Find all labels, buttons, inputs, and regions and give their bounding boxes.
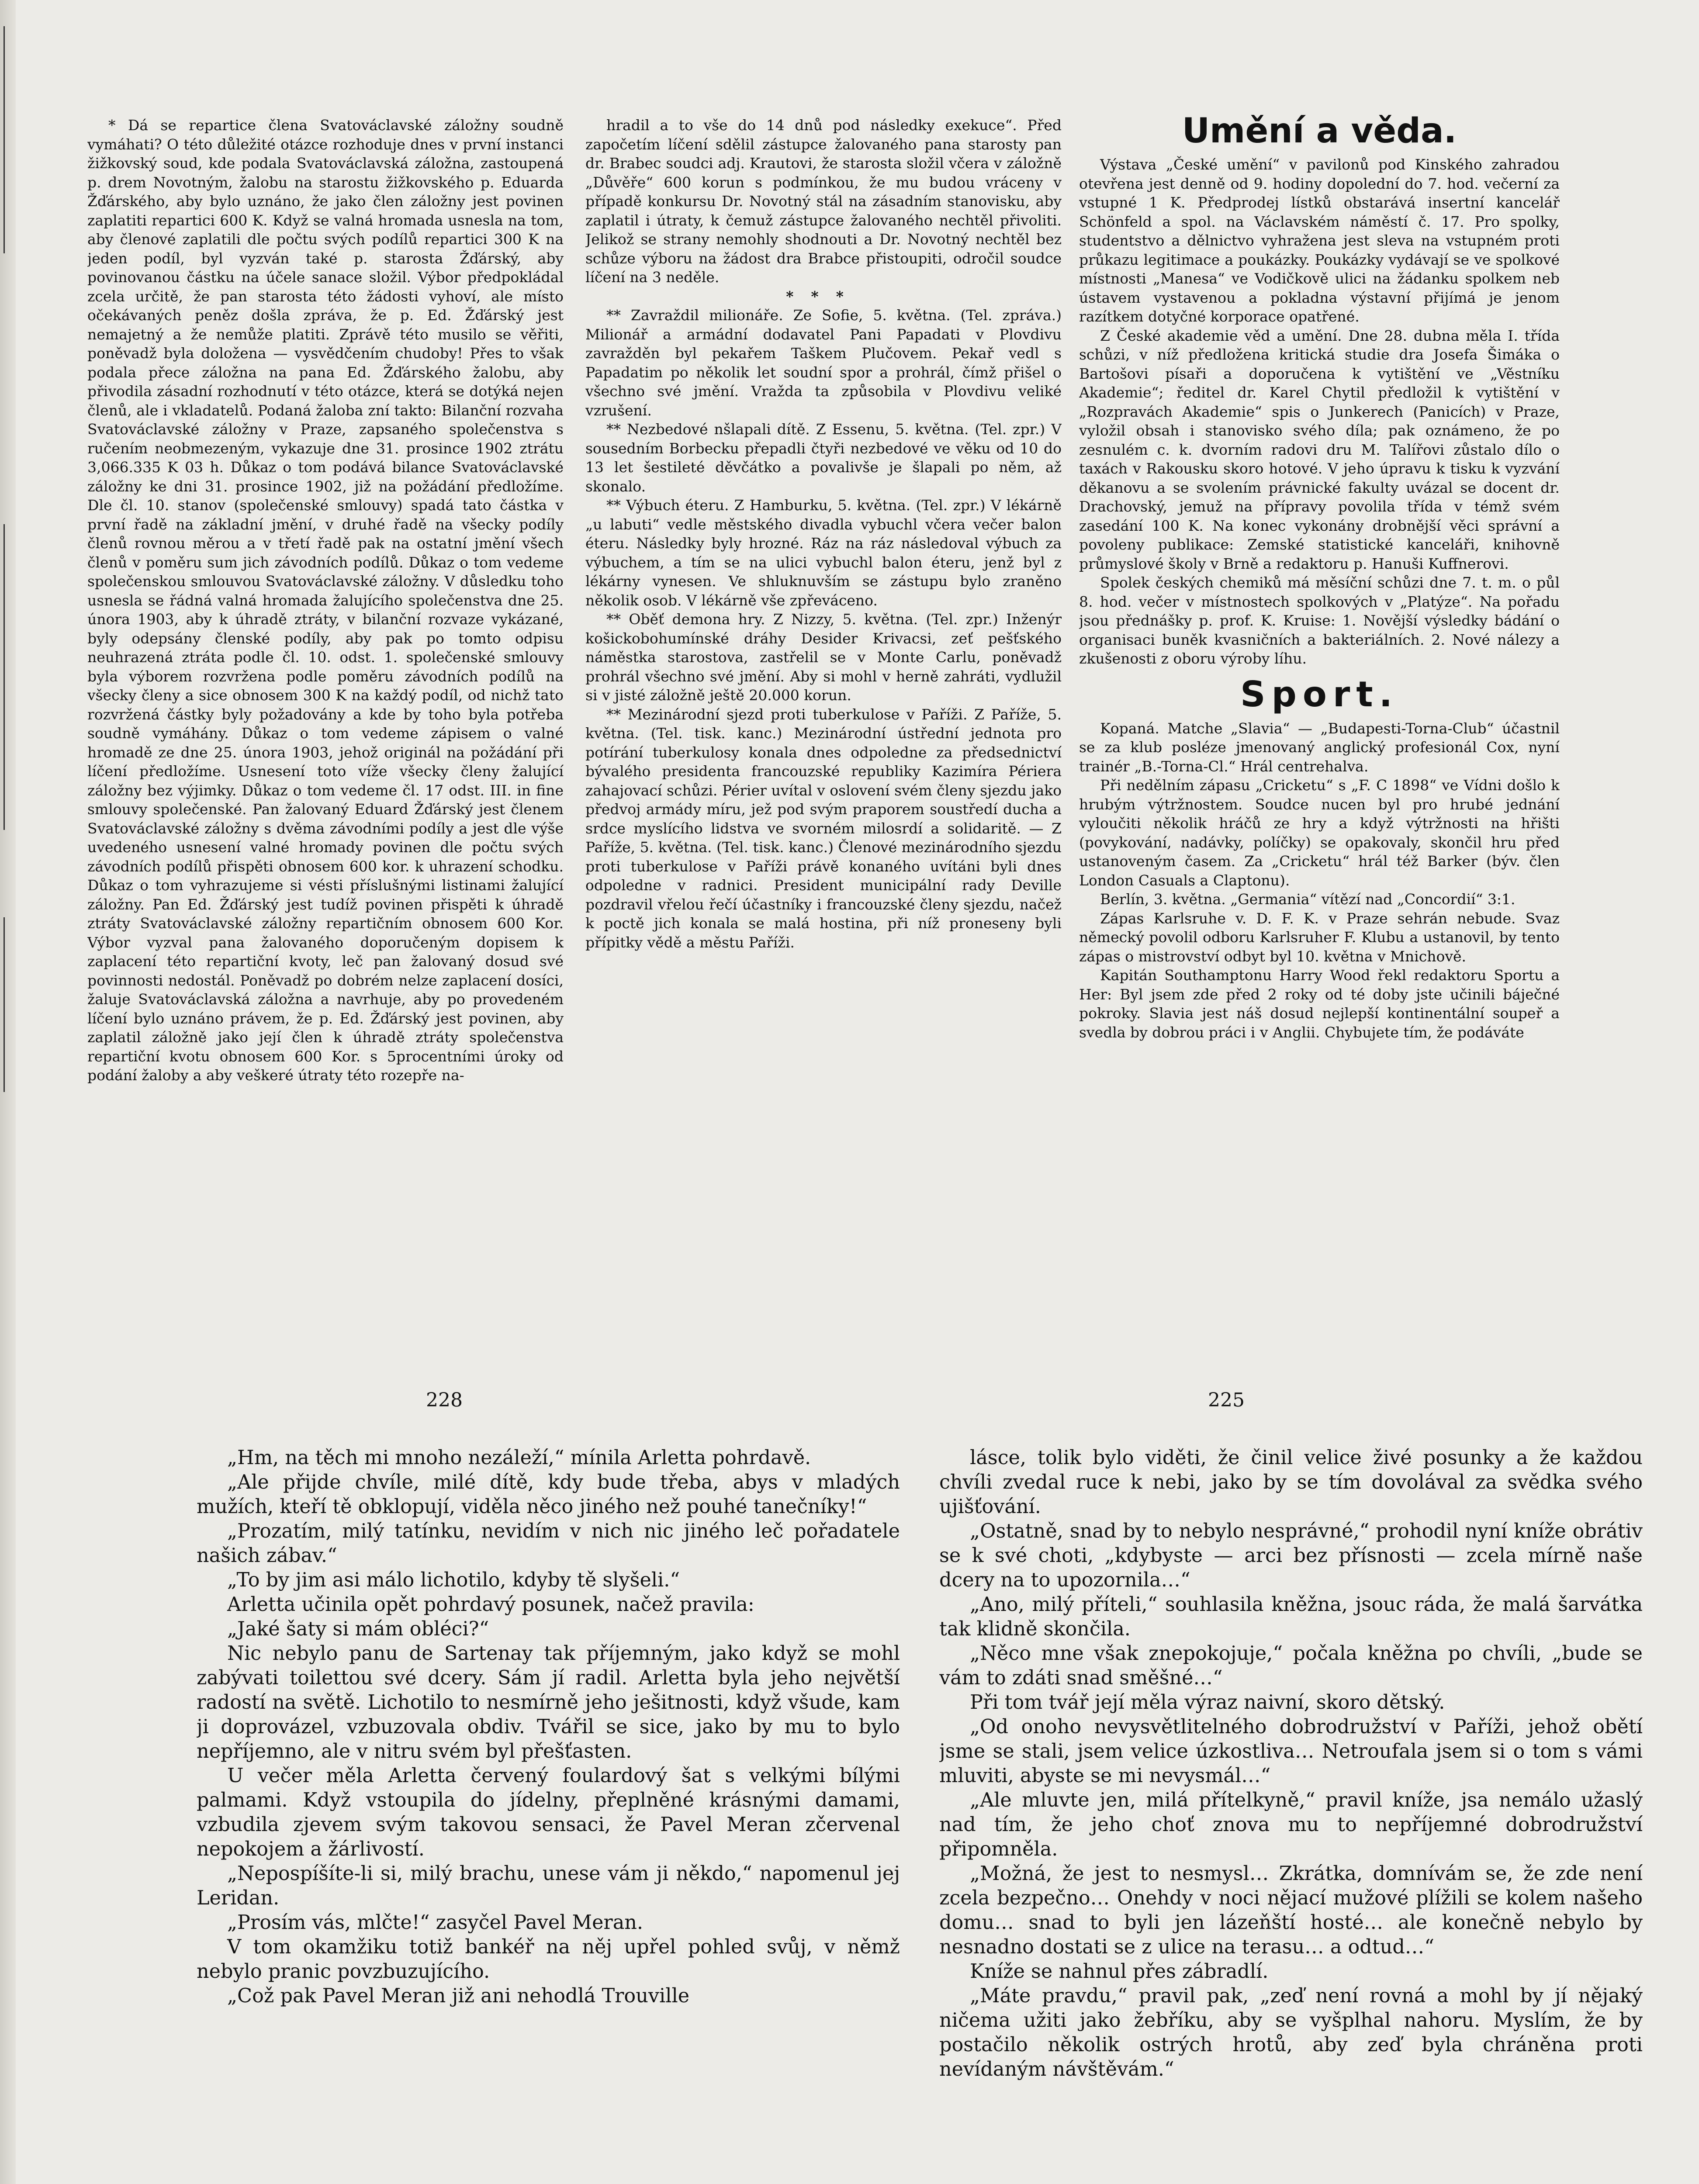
left-margin-rule-top [3,26,5,253]
novel-paragraph: lásce, tolik bylo viděti, že činil velice živé posunky a že každou chvíli zvedal ruce k nebi, jako by se tím dovolával za svědka svého ujišťování. [939,1447,1643,1518]
article-kopana: Kopaná. Matche „Slavia“ — „Budapesti-Torna-Club“ účastnil se za klub posléze jmenovaný anglický profesionál Cox, nyní trainér „B.-Torna-Cl.“ Hrál centrehalva. [1079,719,1560,775]
page-number-left: 228 [426,1389,463,1411]
article-cricket: Při nedělním zápasu „Cricketu“ s „F. C 1898“ ve Vídni došlo k hrubým výtržnostem. Soudce nucen byl pro hrubé jednání vyloučiti několik hráčů ze hry a když výtržnosti na hřišti (povykování, nadávky, políčky) se opakovaly, skončil hru před ustanoveným časem. Za „Cricketu“ hrál též Barker (býv. člen London Casuals a Claptonu). [1079,777,1560,889]
article-vybuch: ** Výbuch éteru. Z Hamburku, 5. května. (Tel. zpr.) V lékárně „u labuti“ vedle městského divadla vybuchl včera večer balon éteru. Následky byly hrozné. Ráz na ráz následoval výbuch za výbuchem, a tím se na ulici vybuchl balon éteru, jenž byl z lékárny vynesen. Ve shluknuvším se zástupu bylo zraněno několik osob. V lékárně vše zpřeváceno. [585,497,1062,609]
novel-paragraph: „Nepospíšíte-li si, milý brachu, unese vám ji někdo,“ napomenul jej Leridan. [197,1863,900,1909]
novel-paragraph: „Což pak Pavel Meran již ani nehodlá Trouville [227,1985,690,2007]
novel-paragraph: V tom okamžiku totiž bankéř na něj upřel pohled svůj, v němž nebylo pranic povzbuzujícího. [197,1936,900,1983]
novel-paragraph: Kníže se nahnul přes zábradlí. [970,1960,1269,1983]
left-margin-rule-lower [3,917,5,1092]
article-akademie: Z České akademie věd a umění. Dne 28. dubna měla I. třída schůzi, v níž předložena kritická studie dra Josefa Šimáka o Bartošovi písaři a doporučena k vytištění ve „Věstníku Akademie“; ředitel dr. Karel Chytil předložil k vytištění v „Rozpravách Akademie“ spis o Junkerech (Panicích) v Praze, vyložil obsah i stanovisko svého díla; pak oznámeno, že po zesnulém c. k. dvorním radovi dru M. Talířovi zůstalo dílo o taxách v Rakousku skoro hotové. V jeho úpravu k tisku k vyzvání děkanovu a se svolením právnické fakulty uvázal se docent dr. Drachovský, jemuž na přípravy povolila třída v témž svém zasedání 100 K. Na konec vykonány drobnější věci správní a povoleny publikace: Zemské statistické kanceláři, knihovně průmyslové školy v Brně a redaktoru p. Hanuši Kuffnerovi. [1079,327,1560,572]
novel-paragraph: „To by jim asi málo lichotilo, kdyby tě slyšeli.“ [227,1569,680,1591]
news-column-3 [1079,111,1560,1273]
novel-column-right [939,1446,1643,2184]
article-repartice: * Dá se repartice člena Svatováclavské záložny soudně vymáhati? O této důležité otázce rozhoduje dnes v první instanci žižkovský soud, kde podala Svatováclavská záložna, zastoupená p. drem Novotným, žalobu na starostu žižkovského p. Eduarda Žďárského, aby bylo uznáno, že jako člen záložny jest povinen zaplatiti repartici 600 K. Když se valná hromada usnesla na tom, aby členové zaplatili dle počtu svých podílů repartici 300 K na jeden podíl, byl vyzván také p. starosta Žďárský, aby povinovanou částku na účele sanace složil. Výbor předpokládal zcela určitě, že pan starosta této žádosti vyhoví, ale místo očekávaných peněz došla zpráva, že p. Ed. Žďárský jest nemajetný a že nemůže platiti. Zprávě této musilo se věřiti, poněvadž byla doložena — vysvědčením chudoby! Přes to však podala přece záložna na pana Ed. Žďárského žalobu, aby přivodila zásadní rozhodnutí v této otázce, která se dotýká nejen členů, ale i vkladatelů. Podaná žaloba zní takto: Bilanční rozvaha Svatováclavské záložny v Praze, zapsaného společenstva s ručením neobmezeným, vykazuje dne 31. prosince 1902 ztrátu 3,066.335 K 03 h. Důkaz o tom podává bilance Svatováclavské záložny ke dni 31. prosince 1902, již na požádání předložíme. Dle čl. 10. stanov (společenské smlouvy) spadá tato částka v první řadě na základní jmění, v druhé řadě na všecky podíly členů rovnou měrou a v třetí řadě pak na ostatní jmění všech členů v poměru sum jich závodních podílů. Důkaz o tom vedeme společenskou smlouvou Svatováclavské záložny. V důsledku toho usnesla se řádná valná hromada žalujícího společenstva dne 25. února 1903, aby k úhradě ztráty, v bilanční rozvaze vykázané, byly odepsány členské podíly, aby pak po tomto odpisu neuhrazená ztráta podle čl. 10. odst. 1. společenské smlouvy byla výborem rozvržena podle poměru závodních podílů na všecky členy a sice obnosem 300 K na každý podíl, od nichž tato rozvržená částky byly požadovány a kde by toho byla potřeba soudně vymáhány. Důkaz o tom vedeme zápisem o valné hromadě ze dne 25. února 1903, jehož originál na požádání při líčení předložíme. Usnesení toto víže všecky členy žalující záložny bez výjimky. Důkaz o tom vedeme čl. 17 odst. III. in fine smlouvy společenské. Pan žalovaný Eduard Žďárský jest členem Svatováclavské záložny s dvěma závodními podíly a jest dle výše uvedeného usnesení valné hromady povinen dle počtu svých závodních podílů přispěti obnosem 600 kor. k uhrazení schodku. Důkaz o tom vyhrazujeme si vésti příslušnými listinami žalující záložny. Pan Ed. Žďárský jest tudíž povinen přispěti k úhradě ztráty Svatováclavské záložny repartičním obnosem 600 Kor. Výbor vyzval pana žalovaného doporučeným dopisem k zaplacení této repartiční kvoty, leč pan žalovaný dosud své povinnosti nedostál. Poněvadž po dobrém nelze zaplacení dosíci, žaluje Svatováclavská záložna a navrhuje, aby po provedeném líčení bylo uznáno právem, že p. Ed. Žďárský jest povinen, aby zaplatil záložně jako její člen k úhradě ztráty společenstva repartiční kvotu obnosem 600 Kor. s 5procentními úroky od podání žaloby a aby veškeré útraty této rozepře na- [87,117,564,1084]
section-heading-sport: Sport. [1240,674,1398,715]
article-nezbedove: ** Nezbedové nšlapali dítě. Z Essenu, 5. května. (Tel. zpr.) V sousedním Borbecku přepadli čtyři nezbedové ve věku od 10 do 13 let šestileté děvčátko a povalivše je šlapali po něm, až skonalo. [585,421,1062,495]
novel-paragraph: Arletta učinila opět pohrdavý posunek, načež pravila: [227,1593,754,1616]
article-tuberkulosa: ** Mezinárodní sjezd proti tuberkulose v Paříži. Z Paříže, 5. května. (Tel. tisk. kanc.) Mezinárodní ústřední jednota pro potírání tuberkulosy konala dnes odpoledne za předsednictví bývalého presidenta francouzské republiky Kazimíra Périera zahajovací schůzi. Périer uvítal v oslovení svém členy sjezdu jako předvoj armády míru, jež pod svým praporem soustředí ducha a srdce myslícího lidstva ve svorném milosrdí a solidaritě. — Z Paříže, 5. května. (Tel. tisk. kanc.) Členové mezinárodního sjezdu proti tuberkulose v Paříži právě konaného uvítáni byli dnes odpoledne v radnici. President municipální rady Deville pozdravil vřelou řečí účastníky i francouzské členy sjezdu, načež k poctě jich konala se malá hostina, při níž proneseny byli přípitky vědě a městu Paříži. [585,705,1062,951]
novel-paragraph: Nic nebylo panu de Sartenay tak příjemným, jako když se mohl zabývati toilettou své dcery. Sám jí radil. Arletta byla jeho největší radostí na světě. Lichotilo to nesmírně jeho ješitnosti, když všude, kam ji doprovázel, vzbuzovala obdiv. Tvářil se sice, jako by mu to bylo nepříjemno, ale v nitru svém byl přešťasten. [197,1642,900,1762]
novel-column-left [197,1446,900,2184]
section-heading-umeni: Umění a věda. [1182,111,1457,151]
novel-paragraph: „Ostatně, snad by to nebylo nesprávné,“ prohodil nyní kníže obrátiv se k své choti, „kdybyste — arci bez přísnosti — zcela mírně naše dcery na to upozornila…“ [939,1520,1643,1591]
novel-paragraph: „Prozatím, milý tatínku, nevidím v nich nic jiného leč pořadatele našich zábav.“ [197,1520,900,1567]
novel-paragraph: U večer měla Arletta červený foulardový šat s velkými bílými palmami. Když vstoupila do jídelny, přeplněné krásnými damami, vzbudila zjevem svým takovou sensaci, že Pavel Meran zčervenal nepokojem a žárlivostí. [197,1765,900,1860]
novel-paragraph: „Ale mluvte jen, milá přítelkyně,“ pravil kníže, jsa nemálo užaslý nad tím, že jeho choť znova mu to nepříjemné dobrodružství připomněla. [939,1789,1643,1860]
separator-stars: *** [786,287,861,305]
article-continuation: hradil a to vše do 14 dnů pod následky exekuce“. Před započetím líčení sdělil zástupce žalovaného pana starosty pan dr. Brabec soudci adj. Krautovi, že starosta složil včera v záložně „Důvěře“ 600 korun s podmínkou, že mu budou vráceny v případě konkursu Dr. Novotný stál na zásadním stanovisku, aby zaplatil i útraty, k čemuž zástupce žalovaného nechtěl přivoliti. Jelikož se strany nemohly shodnouti a Dr. Novotný nechtěl bez schůze výboru na žádost dra Brabce přistoupiti, odročil soudce líčení na 3 neděle. [585,117,1062,286]
left-margin-rule-middle [3,524,5,830]
news-column-1 [87,116,564,1278]
novel-paragraph: „Ano, milý příteli,“ souhlasila kněžna, jsouc ráda, že malá šarvátka tak klidně skončila. [939,1593,1643,1640]
news-column-2 [585,116,1062,1278]
novel-paragraph: „Možná, že jest to nesmysl… Zkrátka, domnívám se, že zde není zcela bezpečno… Onehdy v noci nějací mužové plížili se kolem našeho domu… snad to byli jen lázeňští hosté… ale konečně nebylo by nesnadno dostati se z ulice na terasu… a odtud…“ [939,1863,1643,1958]
novel-paragraph: „Prosím vás, mlčte!“ zasyčel Pavel Meran. [227,1911,644,1934]
novel-paragraph: „Hm, na těch mi mnoho nezáleží,“ mínila Arletta pohrdavě. [227,1447,811,1469]
page-number-right: 225 [1208,1389,1245,1411]
article-obet: ** Oběť demona hry. Z Nizzy, 5. května. (Tel. zpr.) Inženýr košickobohumínské dráhy Desider Krivacsi, zeť pešťského náměstka starostova, zastřelil se v Monte Carlu, poněvadž prohrál všechno své jmění. Aby si mohl v herně zahráti, vydlužil si v jisté záložně ještě 20.000 korun. [585,611,1062,704]
novel-paragraph: „Máte pravdu,“ pravil pak, „zeď není rovná a mohl by jí nějaký ničema užiti jako žebříku, aby se vyšplhal nahoru. Myslím, že by postačilo několik ostrých hrotů, aby zeď byla chráněna proti nevídaným návštěvám.“ [939,1985,1643,2080]
article-vystava: Výstava „České umění“ v pavilonů pod Kinského zahradou otevřena jest denně od 9. hodiny dopolední do 7. hod. večerní za vstupné 1 K. Předprodej lístků obstarává insertní kancelář Schönfeld a spol. na Václavském náměstí č. 17. Pro spolky, studentstvo a dělnictvo vyhražena jest sleva na vstupném proti průkazu legitimace a poukázky. Poukázky vydávají se ve spolkové místnosti „Manesa“ ve Vodičkově ulici na žádanku spolkem neb ústavem vystavenou a pokladna výstavní přijímá je jenom razítkem dotyčné korporace opatřené. [1079,156,1560,325]
article-southampton: Kapitán Southamptonu Harry Wood řekl redaktoru Sportu a Her: Byl jsem zde před 2 roky od té doby jste učinili báječné pokroky. Slavia jest náš dosud nejlepší kontinentální soupeř a svedla by dobrou práci i v Anglii. Chybujete tím, že podáváte [1079,967,1560,1041]
article-zavrazdil: ** Zavraždil milionáře. Ze Sofie, 5. května. (Tel. zpráva.) Milionář a armádní dodavatel Pani Papadati v Plovdivu zavražděn byl pekařem Taškem Plučovem. Pekař vedl s Papadatim po několik let soudní spor a prohrál, čímž přišel o všechno své jmění. Vražda ta způsobila v Plovdivu veliké vzrušení. [585,307,1062,419]
novel-paragraph: „Něco mne však znepokojuje,“ počala kněžna po chvíli, „bude se vám to zdáti snad směšné…“ [939,1642,1643,1689]
novel-paragraph: Při tom tvář její měla výraz naivní, skoro dětský. [970,1691,1445,1714]
article-berlin: Berlín, 3. května. „Germania“ vítězí nad „Concordií“ 3:1. [1100,891,1516,908]
novel-paragraph: „Od onoho nevysvětlitelného dobrodružství v Paříži, jehož obětí jsme se stali, jsem velice úzkostliva… Netroufala jsem si o tom s vámi mluviti, abyste se mi nevysmál…“ [939,1716,1643,1787]
novel-paragraph: „Ale přijde chvíle, milé dítě, kdy bude třeba, abys v mladých mužích, kteří tě obklopují, viděla něco jiného než pouhé tanečníky!“ [197,1471,900,1518]
novel-paragraph: „Jaké šaty si mám obléci?“ [227,1618,489,1640]
page-binding-edge [0,0,16,2184]
article-chemiku: Spolek českých chemiků má měsíční schůzi dne 7. t. m. o půl 8. hod. večer v místnostech spolkových v „Platýze“. Na pořadu jsou přednášky p. prof. K. Kruise: 1. Novější výsledky bádání o organisaci buněk kvasničních a bakteriálních. 2. Nové nálezy a zkušenosti z oboru výroby líhu. [1079,574,1560,667]
article-karlsruhe: Zápas Karlsruhe v. D. F. K. v Praze sehrán nebude. Svaz německý povolil odboru Karlsruher F. Klubu a ustanovil, by tento zápas o mistrovství odbyt byl 10. května v Mnichově. [1079,909,1560,965]
